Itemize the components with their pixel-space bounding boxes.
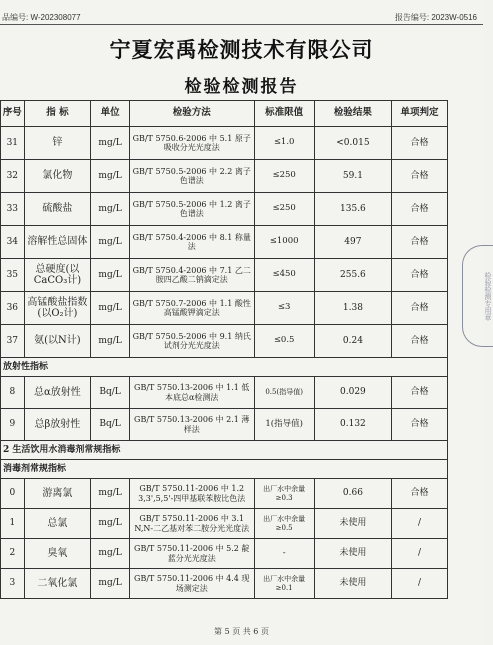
method-cell: GB/T 5750.13-2006 中 2.1 薄样法 (129, 409, 254, 441)
judgement-cell: / (392, 539, 448, 569)
table-row (1, 539, 448, 569)
limit-cell: 出厂水中余量≥0.1 (254, 569, 314, 599)
results-table (0, 100, 448, 599)
unit-cell: mg/L (91, 292, 130, 325)
page-number: 第 5 页 共 6 页 (214, 627, 269, 636)
limit-cell: ≤250 (254, 193, 314, 226)
table-row (1, 479, 448, 509)
table-row (1, 569, 448, 599)
limit-cell: ≤1.0 (254, 127, 314, 160)
result-cell: 0.66 (314, 479, 391, 509)
method-cell: GB/T 5750.11-2006 中 1.2 3,3',5,5'-四甲基联苯胺比色法 (129, 479, 254, 509)
indicator-name: 锌 (24, 127, 91, 160)
unit-cell: mg/L (91, 539, 130, 569)
row-number: 1 (1, 509, 25, 539)
method-cell: GB/T 5750.11-2006 中 3.1 N,N-二乙基对苯二胺分光光度法 (129, 509, 254, 539)
limit-cell: ≤250 (254, 160, 314, 193)
row-number: 31 (1, 127, 25, 160)
indicator-name: 高锰酸盐指数(以O₂计) (24, 292, 91, 325)
row-number: 32 (1, 160, 25, 193)
table-row (1, 193, 448, 226)
report-title: 检验检测报告 (184, 77, 299, 97)
result-cell: 0.24 (314, 325, 391, 358)
col-header-indicator: 指 标 (24, 101, 91, 127)
table-row (1, 377, 448, 409)
results-table-wrap (0, 100, 448, 599)
report-number: 报告编号: 2023W-0516 (394, 13, 477, 22)
method-cell: GB/T 5750.4-2006 中 7.1 乙二胺四乙酸二钠滴定法 (129, 259, 254, 292)
unit-cell: mg/L (91, 325, 130, 358)
indicator-name: 总β放射性 (24, 409, 91, 441)
limit-cell: 0.5(指导值) (254, 377, 314, 409)
result-cell: 255.6 (314, 259, 391, 292)
section-row (1, 460, 448, 479)
section-row (1, 358, 448, 377)
method-cell: GB/T 5750.13-2006 中 1.1 低本底总α检测法 (129, 377, 254, 409)
unit-cell: mg/L (91, 479, 130, 509)
unit-cell: Bq/L (91, 409, 130, 441)
method-cell: GB/T 5750.4-2006 中 8.1 称量法 (129, 226, 254, 259)
header-divider (0, 24, 483, 25)
indicator-name: 氯化物 (24, 160, 91, 193)
row-number: 0 (1, 479, 25, 509)
row-number: 34 (1, 226, 25, 259)
method-cell: GB/T 5750.11-2006 中 5.2 靛蓝分光光度法 (129, 539, 254, 569)
table-row (1, 160, 448, 193)
method-cell: GB/T 5750.6-2006 中 5.1 原子吸收分光光度法 (129, 127, 254, 160)
company-name: 宁夏宏禹检测技术有限公司 (109, 37, 374, 62)
method-cell: GB/T 5750.7-2006 中 1.1 酸性高锰酸钾滴定法 (129, 292, 254, 325)
limit-cell: - (254, 539, 314, 569)
result-cell: 1.38 (314, 292, 391, 325)
indicator-name: 硫酸盐 (24, 193, 91, 226)
col-header-judgement: 单项判定 (392, 101, 448, 127)
result-cell: 未使用 (314, 569, 391, 599)
col-header-limit: 标准限值 (254, 101, 314, 127)
unit-cell: mg/L (91, 259, 130, 292)
section-disinfectant-heading: 2 生活饮用水消毒剂常规指标 (1, 441, 448, 460)
section-row (1, 441, 448, 460)
col-header-unit: 单位 (91, 101, 130, 127)
table-row (1, 325, 448, 358)
unit-cell: mg/L (91, 193, 130, 226)
method-cell: GB/T 5750.11-2006 中 4.4 现场测定法 (129, 569, 254, 599)
limit-cell: ≤0.5 (254, 325, 314, 358)
unit-cell: mg/L (91, 226, 130, 259)
result-cell: <0.015 (314, 127, 391, 160)
result-cell: 497 (314, 226, 391, 259)
row-number: 3 (1, 569, 25, 599)
row-number: 9 (1, 409, 25, 441)
seam-stamp: 检验检测专用章 (462, 245, 493, 347)
result-cell: 未使用 (314, 509, 391, 539)
limit-cell: ≤3 (254, 292, 314, 325)
table-row (1, 509, 448, 539)
result-cell: 0.029 (314, 377, 391, 409)
result-cell: 135.6 (314, 193, 391, 226)
result-cell: 未使用 (314, 539, 391, 569)
limit-cell: ≤450 (254, 259, 314, 292)
judgement-cell: / (392, 509, 448, 539)
indicator-name: 氨(以N计) (24, 325, 91, 358)
judgement-cell: 合格 (392, 292, 448, 325)
table-row (1, 226, 448, 259)
indicator-name: 游离氯 (24, 479, 91, 509)
unit-cell: mg/L (91, 160, 130, 193)
limit-cell: 出厂水中余量≥0.5 (254, 509, 314, 539)
indicator-name: 总氯 (24, 509, 91, 539)
judgement-cell: 合格 (392, 259, 448, 292)
table-row (1, 409, 448, 441)
row-number: 2 (1, 539, 25, 569)
indicator-name: 总α放射性 (24, 377, 91, 409)
section-disinfectant: 消毒剂常规指标 (1, 460, 448, 479)
table-header-row (1, 101, 448, 127)
row-number: 36 (1, 292, 25, 325)
indicator-name: 总硬度(以CaCO₃计) (24, 259, 91, 292)
unit-cell: mg/L (91, 509, 130, 539)
unit-cell: mg/L (91, 569, 130, 599)
col-header-method: 检验方法 (129, 101, 254, 127)
method-cell: GB/T 5750.5-2006 中 2.2 离子色谱法 (129, 160, 254, 193)
judgement-cell: 合格 (392, 325, 448, 358)
method-cell: GB/T 5750.5-2006 中 9.1 纳氏试剂分光光度法 (129, 325, 254, 358)
unit-cell: Bq/L (91, 377, 130, 409)
limit-cell: 1(指导值) (254, 409, 314, 441)
table-row (1, 127, 448, 160)
judgement-cell: 合格 (392, 226, 448, 259)
row-number: 35 (1, 259, 25, 292)
indicator-name: 溶解性总固体 (24, 226, 91, 259)
result-cell: 0.132 (314, 409, 391, 441)
unit-cell: mg/L (91, 127, 130, 160)
limit-cell: ≤1000 (254, 226, 314, 259)
table-row (1, 259, 448, 292)
section-radioactivity: 放射性指标 (1, 358, 448, 377)
judgement-cell: 合格 (392, 377, 448, 409)
judgement-cell: 合格 (392, 409, 448, 441)
judgement-cell: 合格 (392, 160, 448, 193)
judgement-cell: 合格 (392, 127, 448, 160)
indicator-name: 臭氧 (24, 539, 91, 569)
method-cell: GB/T 5750.5-2006 中 1.2 离子色谱法 (129, 193, 254, 226)
table-row (1, 292, 448, 325)
row-number: 33 (1, 193, 25, 226)
result-cell: 59.1 (314, 160, 391, 193)
judgement-cell: / (392, 569, 448, 599)
indicator-name: 二氧化氯 (24, 569, 91, 599)
sample-number: 品编号: W-202308077 (2, 13, 81, 22)
judgement-cell: 合格 (392, 193, 448, 226)
col-header-no: 序号 (1, 101, 25, 127)
row-number: 8 (1, 377, 25, 409)
limit-cell: 出厂水中余量≥0.3 (254, 479, 314, 509)
col-header-result: 检验结果 (314, 101, 391, 127)
row-number: 37 (1, 325, 25, 358)
judgement-cell: 合格 (392, 479, 448, 509)
